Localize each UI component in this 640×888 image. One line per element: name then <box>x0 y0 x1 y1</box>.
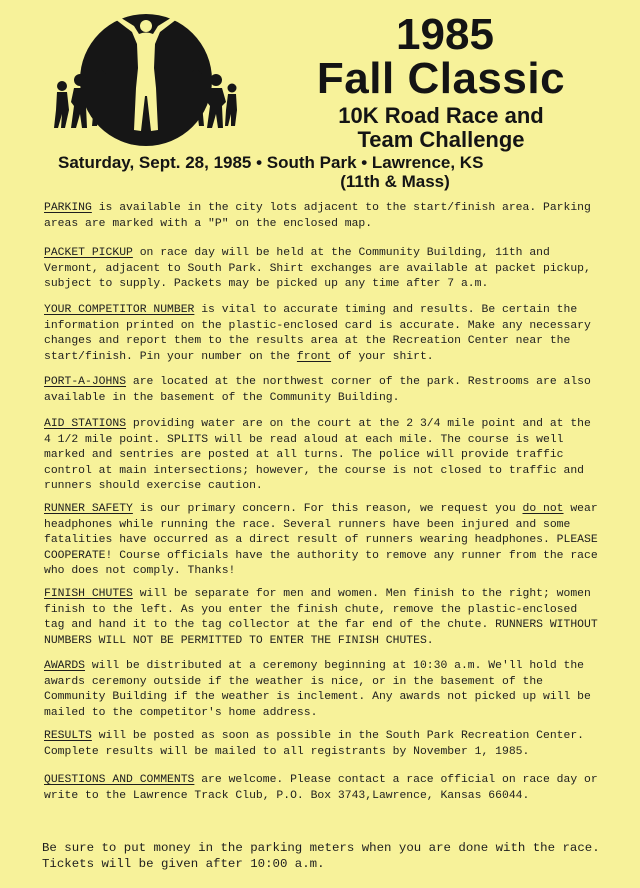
runners-silhouette-icon <box>46 10 238 158</box>
section-heading: YOUR COMPETITOR NUMBER <box>44 304 195 316</box>
event-title: Fall Classic <box>316 54 566 103</box>
section-awards <box>44 659 604 721</box>
section-packet-pickup <box>44 246 604 293</box>
section-text-after: of your shirt. <box>331 350 434 363</box>
section-text: are welcome. Please contact a race official on race day or write to the Lawrence Track Club, P.O. Box 3743,Lawrence, Kansas 66044. <box>44 774 598 802</box>
section-heading: QUESTIONS AND COMMENTS <box>44 774 195 786</box>
emphasis-text: do not <box>522 503 564 515</box>
section-text: will be posted as soon as possible in the South Park Recreation Center. Complete results will be mailed to all registrants by November 1, 1985. <box>44 730 585 758</box>
section-heading: PACKET PICKUP <box>44 247 133 259</box>
emphasis-text: front <box>296 350 332 363</box>
section-parking <box>44 201 604 232</box>
section-port-a-johns <box>44 375 604 406</box>
section-runner-safety <box>44 502 604 580</box>
section-aid-stations <box>44 417 604 495</box>
event-subtitle-line1: 10K Road Race and <box>338 103 544 128</box>
section-text-after: wear headphones while running the race. Several runners have been injured and some fatalities have occurred as a direct result of runners wearing headphones. PLEASE COOPERATE! Course officials have the authority to remove any runner from the race who does not comply. Thanks! <box>44 503 598 577</box>
section-heading: AWARDS <box>44 660 86 672</box>
section-competitor-number <box>44 303 604 365</box>
section-text: providing water are on the court at the 2 3/4 mile point and at the 4 1/2 mile point. SPLITS will be read aloud at each mile. The course is well marked and sentries are posted at all turns. The police will provide traffic control at main intersections; however, the course is not closed to traffic and runners should exercise caution. <box>44 418 591 492</box>
section-text: will be separate for men and women. Men finish to the right; women finish to the left. As you enter the finish chute, remove the plastic-enclosed tag and hand it to the tag collector at the far end of the chute. RUNNERS WITHOUT NUMBERS WILL NOT BE PERMITTED TO ENTER THE FINISH CHUTES. <box>44 588 598 647</box>
section-text: on race day will be held at the Community Building, 11th and Vermont, adjacent to South Park. Shirt exchanges are available at packet pickup, subject to supply. Packets may be picked up any time after 7 a.m. <box>44 247 591 290</box>
section-heading: FINISH CHUTES <box>44 588 133 600</box>
event-year: 1985 <box>396 10 494 59</box>
section-heading: PARKING <box>44 202 92 214</box>
section-results <box>44 729 604 760</box>
section-text: is available in the city lots adjacent to the start/finish area. Parking areas are marked with a "P" on the enclosed map. <box>44 202 591 230</box>
section-questions <box>44 773 604 804</box>
event-location-detail: (11th & Mass) <box>340 172 450 191</box>
section-text: are located at the northwest corner of the park. Restrooms are also available in the basement of the Community Building. <box>44 376 591 404</box>
section-text: is our primary concern. For this reason, we request you <box>132 503 523 515</box>
section-text: is vital to accurate timing and results. Be certain the information printed on the plastic-enclosed card is accurate. Make any necessary changes and report them to the results area at the Recreation Center near the start/finish. Pin your number on the <box>44 304 591 363</box>
section-heading: AID STATIONS <box>44 418 127 430</box>
event-subtitle-line2: Team Challenge <box>357 127 525 152</box>
section-text: will be distributed at a ceremony beginning at 10:30 a.m. We'll hold the awards ceremony outside if the weather is nice, or in the basement of the Community Building if the weather is inclement. Any awards not picked up will be mailed to the competitor's home address. <box>44 660 591 719</box>
section-heading: PORT-A-JOHNS <box>44 376 127 388</box>
section-heading: RUNNER SAFETY <box>44 503 133 515</box>
event-date-location: Saturday, Sept. 28, 1985 • South Park • Lawrence, KS <box>58 153 484 172</box>
parking-reminder-footer: Be sure to put money in the parking meters when you are done with the race. Tickets will be given after 10:00 a.m. <box>42 841 600 871</box>
section-heading: RESULTS <box>44 730 92 742</box>
section-finish-chutes <box>44 587 604 649</box>
